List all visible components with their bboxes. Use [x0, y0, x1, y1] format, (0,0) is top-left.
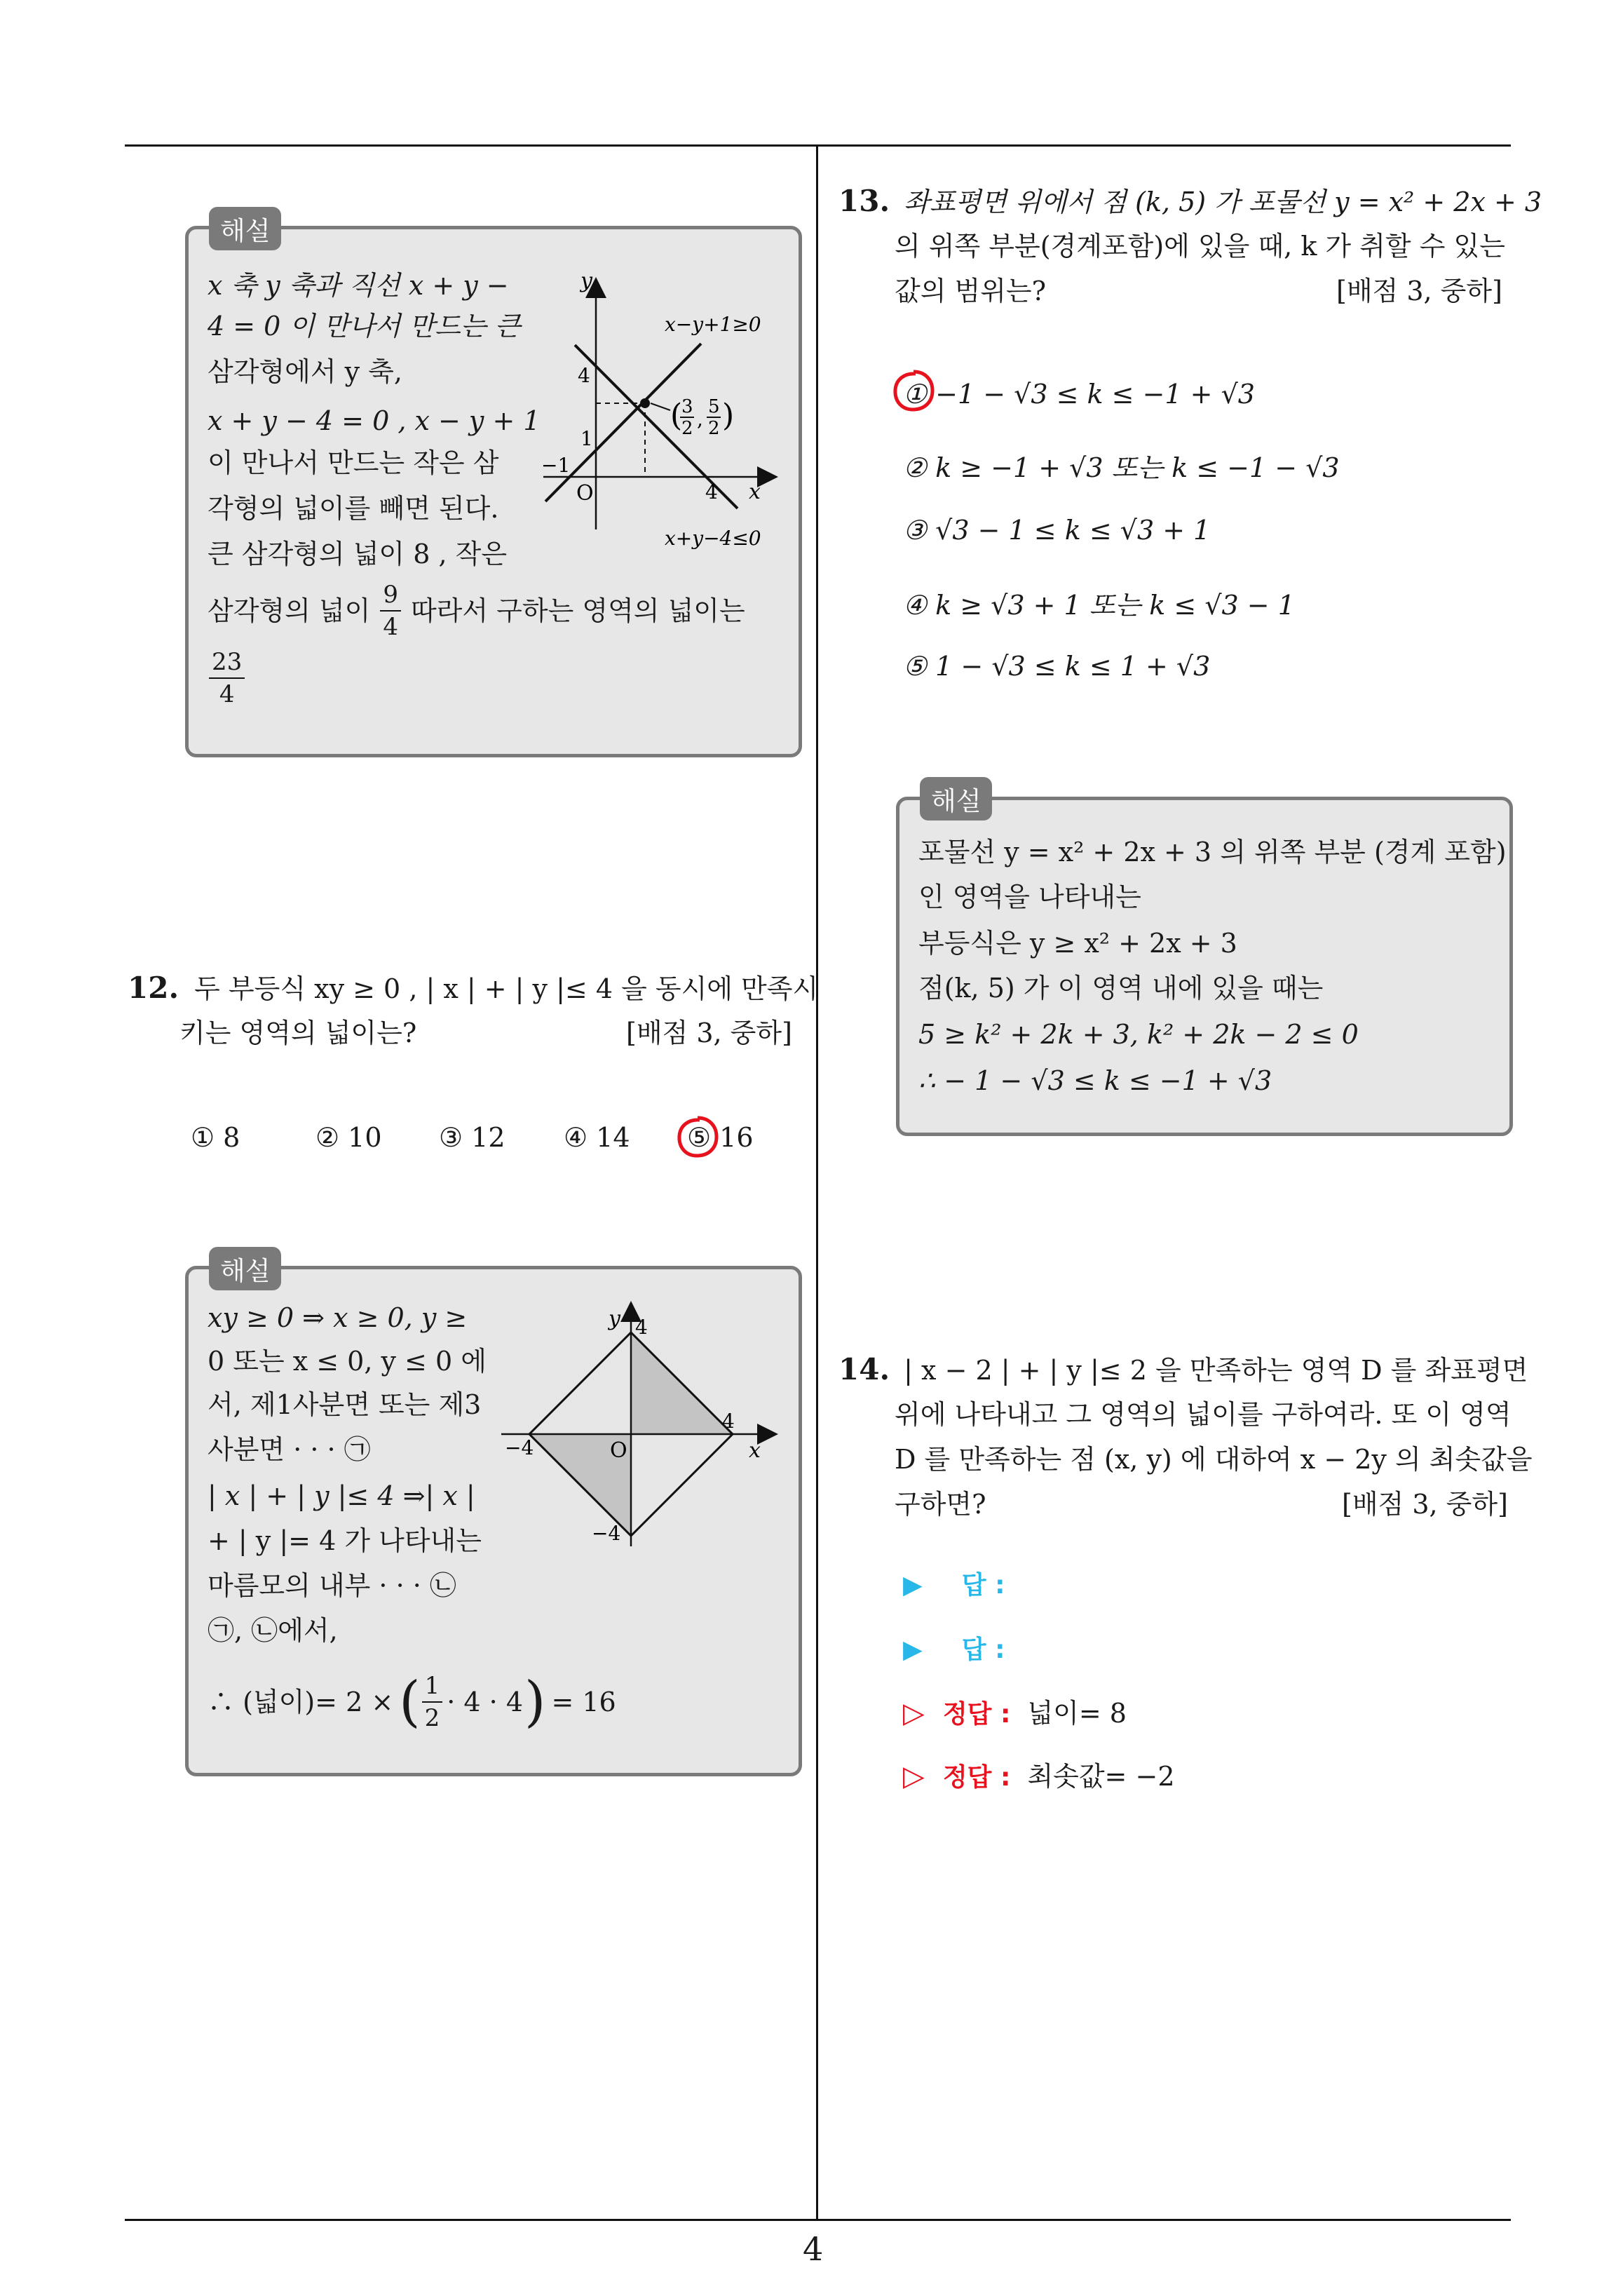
- point-label-x-num: 3: [681, 396, 693, 417]
- big-paren-left: (: [399, 1670, 421, 1734]
- question-number: 14.: [838, 1352, 890, 1386]
- solution-line: + | y |= 4 가 나타내는: [208, 1525, 482, 1556]
- point-label-comma: ,: [697, 407, 703, 431]
- intersection-point: [640, 398, 650, 408]
- outline-triangle-icon: ▷: [903, 1697, 925, 1729]
- choice-5[interactable]: ⑤ 1 − √3 ≤ k ≤ 1 + √3: [903, 651, 1211, 682]
- region-graph-11: [533, 270, 789, 558]
- inequality-label-2: x+y−4≤0: [665, 527, 761, 550]
- point-label-y-den: 2: [708, 418, 720, 439]
- solution-line: ㉠, ㉡에서,: [208, 1615, 338, 1646]
- solution-line: 사분면 · · · ㉠: [208, 1434, 371, 1465]
- question-number: 13.: [838, 184, 890, 218]
- origin-label: O: [610, 1438, 627, 1463]
- solution-text: ∴ (넓이)= 2 ×: [208, 1687, 394, 1717]
- origin-label: O: [576, 481, 594, 506]
- correct-answer-row-2: [903, 1753, 1175, 1801]
- inequality-label-1: x−y+1≥0: [665, 313, 761, 336]
- question-text: | x − 2 | + | y |≤ 2 을 만족하는 영역 D 를 좌표평면: [904, 1355, 1528, 1386]
- score-label: [배점 3, 중하]: [1342, 1489, 1508, 1520]
- x-axis-label: x: [749, 1438, 761, 1463]
- choice-1[interactable]: ① −1 − √3 ≤ k ≤ −1 + √3: [903, 379, 1255, 410]
- solution-line: 마름모의 내부 · · · ㉡: [208, 1570, 456, 1601]
- x-tick-4: 4: [705, 480, 718, 504]
- answer-fraction: [209, 647, 245, 710]
- play-triangle-icon: ▶: [903, 1571, 923, 1600]
- marked-answer-circle: [674, 1114, 721, 1160]
- column-divider: [816, 144, 818, 2220]
- outline-triangle-icon: ▷: [903, 1760, 925, 1792]
- page-number: 4: [803, 2230, 824, 2268]
- fraction-numerator: 9: [380, 579, 401, 612]
- tick-left: −4: [505, 1436, 534, 1459]
- solution-text: · 4 · 4: [447, 1687, 523, 1717]
- solution-line: [208, 579, 745, 642]
- correct-answer-label: 정답 :: [942, 1763, 1011, 1792]
- score-label: [배점 3, 중하]: [626, 1018, 792, 1048]
- solution-line: | x | + | y |≤ 4 ⇒| x |: [208, 1480, 475, 1511]
- solution-line: ∴ − 1 − √3 ≤ k ≤ −1 + √3: [918, 1065, 1272, 1096]
- solution-text: 삼각형의 넓이: [208, 595, 371, 626]
- solution-line: 삼각형에서 y 축,: [208, 356, 402, 387]
- question-13-line1: [838, 178, 1542, 225]
- question-text: 구하면?: [895, 1489, 986, 1520]
- y-axis-label: y: [580, 270, 592, 293]
- play-triangle-icon: ▶: [903, 1635, 923, 1664]
- x-tick-minus-1: −1: [541, 454, 571, 477]
- choice-4[interactable]: ④ k ≥ √3 + 1 또는 k ≤ √3 − 1: [903, 590, 1295, 621]
- question-text: D 를 만족하는 점 (x, y) 에 대하여 x − 2y 의 최솟값을: [895, 1444, 1533, 1475]
- answer-row-1: [903, 1561, 1005, 1609]
- answer-label: 답 :: [961, 1571, 1005, 1600]
- correct-answer-row-1: [903, 1690, 1127, 1738]
- choice-2[interactable]: ② k ≥ −1 + √3 또는 k ≤ −1 − √3: [903, 452, 1340, 483]
- marked-answer-circle: [890, 367, 937, 414]
- solution-line: [208, 1670, 616, 1734]
- fraction-numerator: 1: [422, 1670, 443, 1703]
- solution-tag: 해설: [209, 1247, 281, 1290]
- question-text: 두 부등식 xy ≥ 0 , | x | + | y |≤ 4 을 동시에 만족시: [194, 973, 819, 1004]
- fraction-denominator: 4: [383, 613, 398, 641]
- solution-line: x 축 y 축과 직선 x + y −: [208, 270, 509, 301]
- fraction: [380, 579, 401, 642]
- solution-tag: 해설: [209, 207, 281, 250]
- fraction-denominator: 4: [219, 680, 235, 708]
- solution-line: x + y − 4 = 0 , x − y + 1: [208, 405, 541, 436]
- correct-answer-value: 최솟값= −2: [1027, 1761, 1175, 1792]
- solution-line: xy ≥ 0 ⇒ x ≥ 0, y ≥: [208, 1302, 468, 1333]
- point-label-y-num: 5: [708, 396, 720, 417]
- choice-1[interactable]: ① 8: [191, 1122, 240, 1153]
- y-tick-4: 4: [578, 364, 590, 387]
- solution-line: 5 ≥ k² + 2k + 3, k² + 2k − 2 ≤ 0: [918, 1019, 1359, 1050]
- correct-answer-value: 넓이= 8: [1027, 1698, 1127, 1729]
- question-14-line1: [838, 1346, 1528, 1393]
- fraction-numerator: 23: [209, 647, 245, 679]
- bottom-rule: [125, 2219, 1511, 2221]
- big-paren-right: ): [524, 1670, 546, 1734]
- solution-line: 4 = 0 이 만나서 만드는 큰: [208, 311, 521, 342]
- point-label-rparen: ): [722, 398, 735, 433]
- solution-text: = 16: [551, 1687, 616, 1717]
- choice-2[interactable]: ② 10: [315, 1122, 382, 1153]
- question-text: 의 위쪽 부분(경계포함)에 있을 때, k 가 취할 수 있는: [895, 231, 1505, 262]
- fraction-denominator: 2: [424, 1704, 440, 1732]
- solution-line: 서, 제1사분면 또는 제3: [208, 1389, 482, 1420]
- choice-5[interactable]: ⑤ 16: [687, 1122, 754, 1153]
- question-text: 좌표평면 위에서 점 (k, 5) 가 포물선 y = x² + 2x + 3: [904, 187, 1542, 217]
- y-tick-1: 1: [580, 427, 593, 450]
- correct-answer-label: 정답 :: [942, 1700, 1011, 1729]
- solution-line: 인 영역을 나타내는: [918, 882, 1141, 912]
- point-label-x-den: 2: [681, 418, 693, 439]
- fraction: [209, 647, 245, 710]
- point-pointer: [651, 403, 670, 410]
- tick-top: 4: [635, 1316, 648, 1339]
- point-label-lparen: (: [670, 398, 683, 433]
- choice-3[interactable]: ③ 12: [439, 1122, 505, 1153]
- solution-line: 이 만나서 만드는 작은 삼: [208, 447, 499, 478]
- solution-line: 점(k, 5) 가 이 영역 내에 있을 때는: [918, 973, 1324, 1004]
- fraction: [422, 1670, 443, 1734]
- question-text: 값의 범위는?: [895, 276, 1046, 306]
- solution-line: 0 또는 x ≤ 0, y ≤ 0 에: [208, 1346, 487, 1377]
- question-number: 12.: [128, 971, 179, 1005]
- y-axis-label: y: [609, 1306, 620, 1331]
- solution-line: 각형의 넓이를 빼면 된다.: [208, 493, 499, 524]
- choice-4[interactable]: ④ 14: [564, 1122, 630, 1153]
- rhombus-graph-12: [491, 1297, 785, 1557]
- solution-text: 따라서 구하는 영역의 넓이는: [410, 595, 745, 626]
- question-12-line1: [128, 965, 818, 1012]
- answer-row-2: [903, 1626, 1005, 1673]
- solution-line: 부등식은 y ≥ x² + 2x + 3: [918, 928, 1237, 959]
- score-label: [배점 3, 중하]: [1336, 276, 1502, 306]
- answer-label: 답 :: [961, 1635, 1005, 1664]
- choice-3[interactable]: ③ √3 − 1 ≤ k ≤ √3 + 1: [903, 515, 1211, 546]
- solution-tag: 해설: [920, 777, 992, 821]
- solution-line: 포물선 y = x² + 2x + 3 의 위쪽 부분 (경계 포함): [918, 837, 1507, 867]
- tick-bottom: −4: [592, 1522, 621, 1545]
- question-text: 위에 나타내고 그 영역의 넓이를 구하여라. 또 이 영역: [895, 1399, 1512, 1430]
- question-text: 키는 영역의 넓이는?: [179, 1018, 417, 1048]
- solution-line: 큰 삼각형의 넓이 8 , 작은: [208, 539, 508, 569]
- x-axis-label: x: [749, 480, 761, 504]
- tick-right: 4: [722, 1410, 735, 1433]
